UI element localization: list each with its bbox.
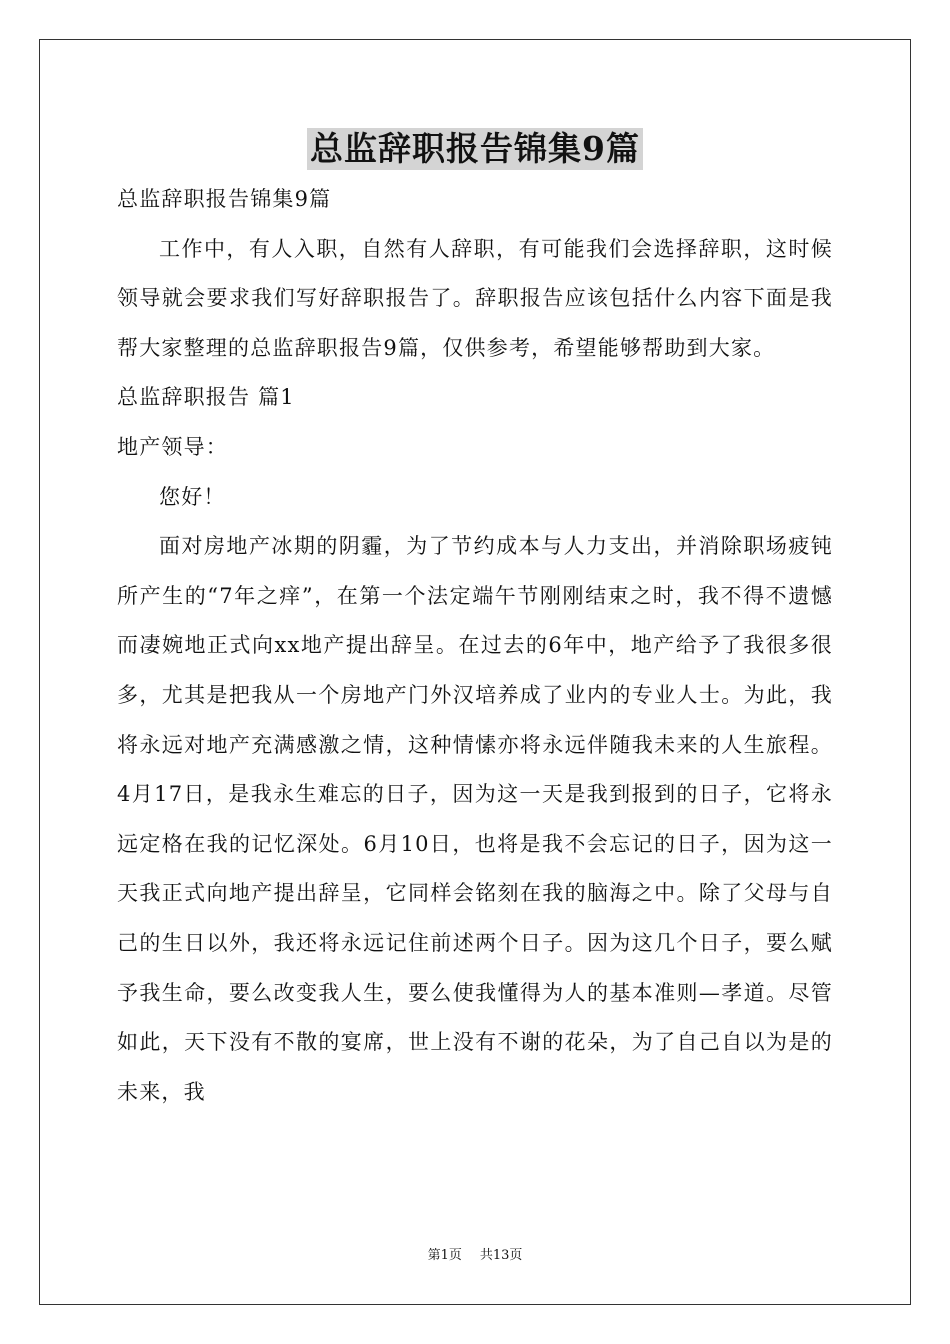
paragraph: 地产领导：: [117, 434, 228, 459]
document-title: 总监辞职报告锦集9篇: [307, 128, 643, 170]
paragraph: 面对房地产冰期的阴霾，为了节约成本与人力支出，并消除职场疲钝所产生的“7年之痒”，在第一个法定端午节刚刚结束之时，我不得不遗憾而凄婉地正式向xx地产提出辞呈。在过去的6年中，地产给予了我很多很多，尤其是把我从一个房地产门外汉培养成了业内的专业人士。为此，我将永远对地产充满感激之情，这种情愫亦将永远伴随我未来的人生旅程。4月17日，是我永生难忘的日子，因为这一天是我到报到的日子，它将永远定格在我的记忆深处。6月10日，也将是我不会忘记的日子，因为这一天我正式向地产提出辞呈，它同样会铭刻在我的脑海之中。除了父母与自己的生日以外，我还将永远记住前述两个日子。因为这几个日子，要么赋予我生命，要么改变我人生，要么使我懂得为人的基本准则—孝道。尽管如此，天下没有不散的宴席，世上没有不谢的花朵，为了自己自以为是的未来，我: [117, 534, 833, 1104]
page-number: 第1页: [427, 1248, 462, 1263]
paragraph: 您好！: [159, 484, 226, 509]
paragraph: 工作中，有人入职，自然有人辞职，有可能我们会选择辞职，这时候领导就会要求我们写好辞职报告了。辞职报告应该包括什么内容下面是我帮大家整理的总监辞职报告9篇，仅供参考，希望能够帮助到大家。: [117, 236, 833, 360]
paragraph: 总监辞职报告锦集9篇: [117, 187, 332, 211]
page-footer: [0, 1246, 950, 1266]
paragraph: 总监辞职报告 篇1: [117, 385, 295, 410]
document-body: [117, 175, 833, 1117]
title-container: [0, 128, 950, 170]
page-total: 共13页: [479, 1248, 523, 1263]
